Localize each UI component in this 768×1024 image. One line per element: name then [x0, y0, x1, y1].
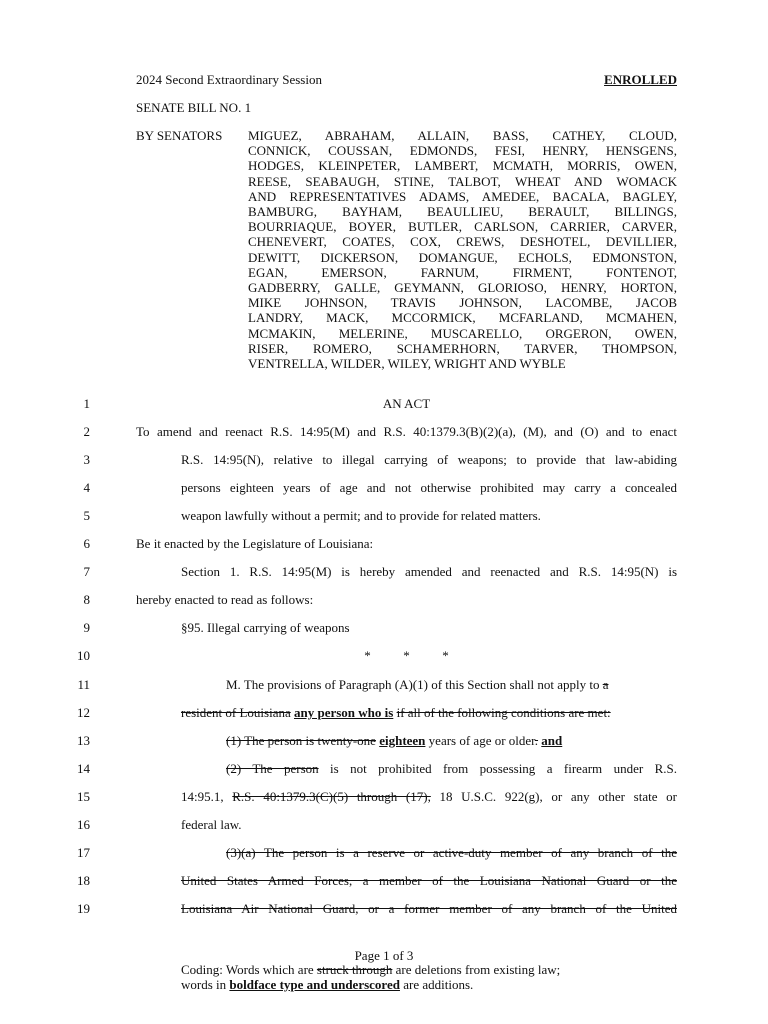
- section-text-line: hereby enacted to read as follows:: [136, 592, 314, 607]
- line-number: 19: [77, 901, 90, 916]
- line-number: 18: [77, 873, 90, 888]
- line-number: 16: [77, 817, 90, 832]
- line-number: 9: [83, 620, 90, 635]
- line-number: 11: [77, 677, 90, 692]
- added-text: eighteen: [379, 733, 426, 748]
- sponsor-line: LANDRY, MACK, MCCORMICK, MCFARLAND, MCMAHEN,: [248, 310, 677, 326]
- sponsor-line: GADBERRY, GALLE, GEYMANN, GLORIOSO, HENRY, HORTON,: [248, 280, 677, 296]
- enrolled-status: ENROLLED: [604, 72, 677, 87]
- sponsor-line: HODGES, KLEINPETER, LAMBERT, MCMATH, MORRIS, OWEN,: [248, 158, 677, 174]
- text-run: 14:95.1,: [181, 789, 233, 804]
- section-heading: §95. Illegal carrying of weapons: [181, 620, 350, 635]
- line-number: 5: [83, 508, 90, 523]
- sponsor-line: BOURRIAQUE, BOYER, BUTLER, CARLSON, CARRIER, CARVER,: [248, 219, 677, 235]
- deleted-text: (2) The person: [226, 761, 319, 776]
- sponsor-line: MCMAKIN, MELERINE, MUSCARELLO, ORGERON, OWEN,: [248, 325, 677, 341]
- text-run: M. The provisions of Paragraph (A)(1) of this Section shall not apply to: [226, 677, 603, 692]
- line-number: 17: [77, 845, 90, 860]
- bill-number: SENATE BILL NO. 1: [136, 100, 252, 115]
- line-number: 12: [77, 705, 90, 720]
- sponsor-line: DEWITT, DICKERSON, DOMANGUE, ECHOLS, EDMONSTON,: [248, 249, 677, 265]
- sponsor-line: MIGUEZ, ABRAHAM, ALLAIN, BASS, CATHEY, CLOUD,: [248, 128, 677, 143]
- sponsor-line: RISER, ROMERO, SCHAMERHORN, TARVER, THOMPSON,: [248, 340, 677, 356]
- paragraph-m-line: [181, 873, 677, 889]
- sponsor-line: REESE, SEABAUGH, STINE, TALBOT, WHEAT AND WOMACK: [248, 173, 677, 189]
- title-text-line: weapon lawfully without a permit; and to provide for related matters.: [181, 508, 541, 523]
- deleted-text: resident of Louisiana: [181, 705, 291, 720]
- added-text: any person who is: [294, 705, 394, 720]
- text-run: is not prohibited from possessing a firearm under R.S.: [318, 761, 677, 776]
- paragraph-m-line: [226, 845, 677, 861]
- sponsor-line: CONNICK, COUSSAN, EDMONDS, FESI, HENRY, HENSGENS,: [248, 143, 677, 159]
- line-number: 10: [77, 648, 90, 663]
- deleted-text: (1) The person is twenty-one: [226, 733, 376, 748]
- line-number: 14: [77, 761, 90, 776]
- deleted-text: United States Armed Forces, a member of the Louisiana National Guard or the: [181, 873, 677, 888]
- line-number: 2: [83, 424, 90, 439]
- deleted-text: a: [602, 677, 609, 692]
- deleted-text: R.S. 40:1379.3(C)(5) through (17),: [232, 789, 431, 804]
- line-number: 13: [77, 733, 90, 748]
- line-number: 4: [83, 480, 90, 495]
- paragraph-m-line: [226, 733, 562, 749]
- deleted-text: Louisiana Air National Guard, or a former member of any branch of the United: [181, 901, 677, 916]
- line-number: 3: [83, 452, 90, 467]
- sponsor-line: CHENEVERT, COATES, COX, CREWS, DESHOTEL, DEVILLIER,: [248, 234, 677, 250]
- section-text-line: Section 1. R.S. 14:95(M) is hereby amended and reenacted and R.S. 14:95(N) is: [181, 564, 677, 579]
- legend-text: words in: [181, 977, 230, 992]
- by-senators-label: BY SENATORS: [136, 128, 223, 143]
- line-number: 7: [83, 564, 90, 579]
- paragraph-m-line: [181, 705, 611, 721]
- deleted-text: if all of the following conditions are met:: [396, 705, 611, 720]
- line-number: 1: [83, 396, 90, 411]
- text-run: 18 U.S.C. 922(g), or any other state or: [430, 789, 677, 804]
- line-number: 15: [77, 789, 90, 804]
- session-label: 2024 Second Extraordinary Session: [136, 72, 322, 87]
- sponsor-line: VENTRELLA, WILDER, WILEY, WRIGHT AND WYBLE: [248, 356, 566, 372]
- title-text-line: To amend and reenact R.S. 14:95(M) and R.S. 40:1379.3(B)(2)(a), (M), and (O) and to enact: [136, 424, 677, 439]
- deleted-text: .: [534, 733, 539, 748]
- sponsor-line: BAMBURG, BAYHAM, BEAULLIEU, BERAULT, BILLINGS,: [248, 204, 677, 220]
- title-text-line: persons eighteen years of age and not otherwise prohibited may carry a concealed: [181, 480, 677, 495]
- paragraph-m-line: [226, 677, 608, 693]
- legend-added-sample: boldface type and underscored: [229, 977, 400, 992]
- deleted-text: (3)(a) The person is a reserve or active-duty member of any branch of the: [226, 845, 677, 860]
- line-number: 8: [83, 592, 90, 607]
- page-number: Page 1 of 3: [354, 948, 414, 963]
- sponsor-line: EGAN, EMERSON, FARNUM, FIRMENT, FONTENOT,: [248, 264, 677, 280]
- asterisk-separator: * * *: [364, 648, 449, 663]
- sponsor-list: [248, 128, 677, 371]
- line-number: 6: [83, 536, 90, 551]
- sponsor-line: MIKE JOHNSON, TRAVIS JOHNSON, LACOMBE, JACOB: [248, 295, 677, 311]
- legend-text: Coding: Words which are: [181, 962, 317, 977]
- text-run: years of age or older: [425, 733, 535, 748]
- sponsor-line: AND REPRESENTATIVES ADAMS, AMEDEE, BACALA, BAGLEY,: [248, 188, 677, 204]
- paragraph-m-line: [181, 789, 677, 805]
- legend-text: are additions.: [399, 977, 474, 992]
- enacting-clause: Be it enacted by the Legislature of Louisiana:: [136, 536, 374, 551]
- title-text-line: R.S. 14:95(N), relative to illegal carrying of weapons; to provide that law-abiding: [181, 452, 677, 467]
- paragraph-m-line: [181, 901, 677, 917]
- legend-deleted-sample: struck through: [316, 962, 393, 977]
- paragraph-m-line: [226, 761, 677, 777]
- act-title: AN ACT: [382, 396, 431, 411]
- added-text: and: [541, 733, 563, 748]
- legend-text: are deletions from existing law;: [392, 962, 561, 977]
- paragraph-m-line: federal law.: [181, 817, 242, 832]
- coding-legend: [181, 962, 560, 992]
